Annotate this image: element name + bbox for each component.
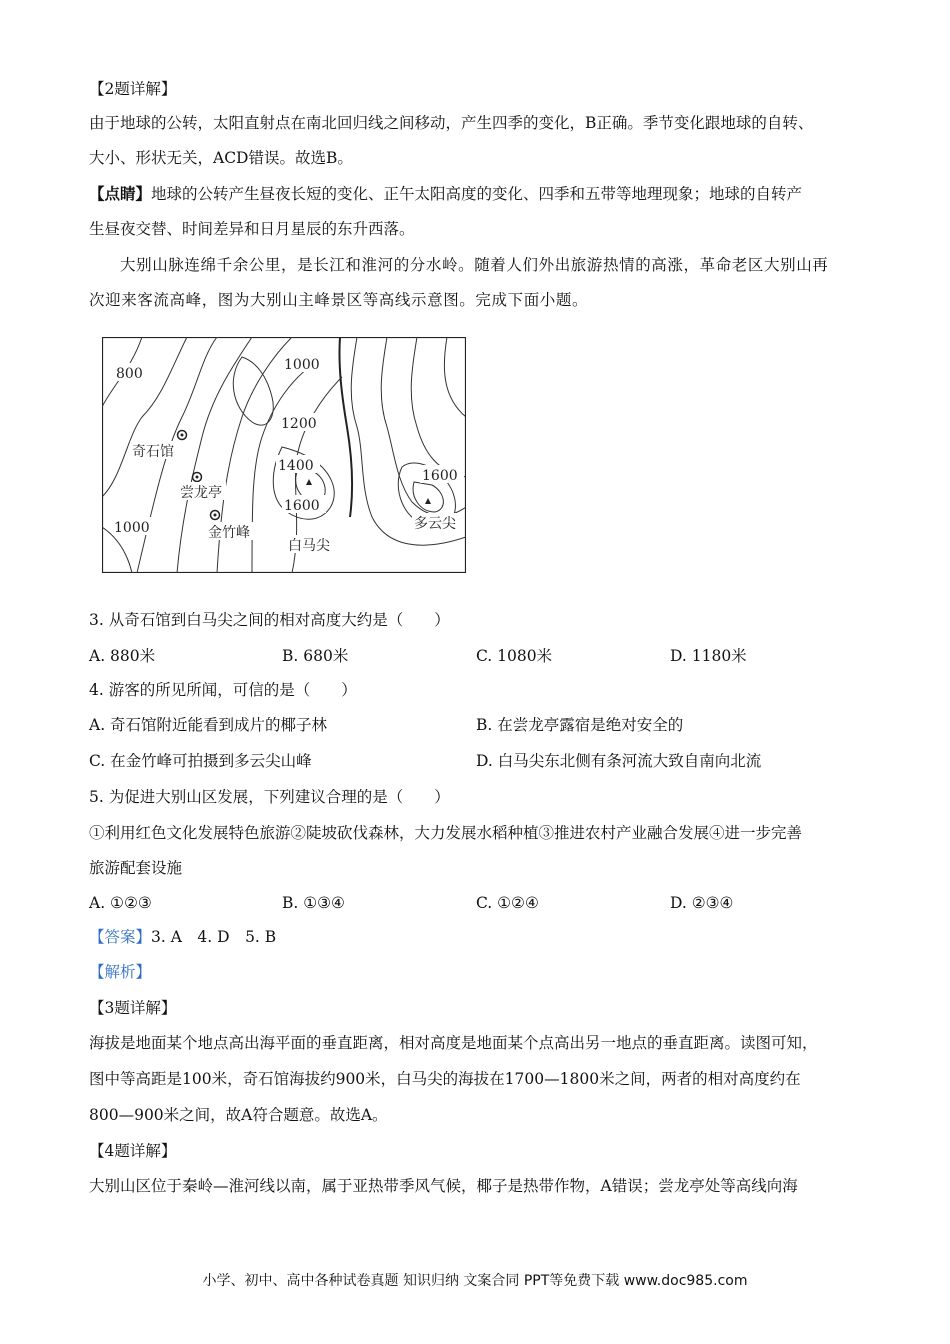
section-4-header: 【4题详解】 (89, 1142, 177, 1160)
tip-text-1: 地球的公转产生昼夜长短的变化、正午太阳高度的变化、四季和五带等地理现象；地球的自转产 (151, 185, 803, 203)
contour-label-800: 800 (116, 366, 143, 382)
contour-label-1400: 1400 (278, 458, 314, 474)
question-5-option-b: B. ①③④ (282, 894, 345, 912)
question-5-stem: 5. 为促进大别山区发展，下列建议合理的是（ ） (89, 788, 450, 806)
tip-label: 【点睛】 (89, 184, 152, 203)
tip-text-2: 生昼夜交替、时间差异和日月星辰的东升西落。 (89, 220, 415, 238)
section-2-header: 【2题详解】 (89, 80, 177, 98)
place-qishiguan: 奇石馆 (132, 444, 174, 460)
question-3-option-d: D. 1180米 (670, 647, 747, 665)
section-3-header: 【3题详解】 (89, 999, 177, 1017)
question-5-option-c: C. ①②④ (476, 894, 539, 912)
tip-line-1 (89, 186, 802, 203)
contour-label-1600-left: 1600 (284, 498, 320, 514)
analysis-label: 【解析】 (89, 963, 152, 981)
answer-text: 3. A 4. D 5. B (151, 928, 277, 946)
contour-map (102, 337, 466, 573)
place-jinzhufeng: 金竹峰 (208, 525, 250, 541)
section-2-text-1: 由于地球的公转，太阳直射点在南北回归线之间移动，产生四季的变化，B正确。季节变化跟地球的自转、 (89, 114, 814, 132)
intro-text-1: 大别山脉连绵千余公里，是长江和淮河的分水岭。随着人们外出旅游热情的高涨，革命老区大别山再 (120, 256, 829, 274)
question-4-option-c: C. 在金竹峰可拍摄到多云尖山峰 (89, 752, 312, 770)
question-5-option-d: D. ②③④ (670, 894, 734, 912)
question-3-stem: 3. 从奇石馆到白马尖之间的相对高度大约是（ ） (89, 611, 450, 629)
section-3-text-3: 800—900米之间，故A符合题意。故选A。 (89, 1106, 388, 1124)
place-changlongting: 尝龙亭 (180, 485, 222, 501)
question-4-stem: 4. 游客的所见所闻，可信的是（ ） (89, 681, 357, 699)
question-5-option-a: A. ①②③ (89, 894, 152, 912)
intro-text-2: 次迎来客流高峰，图为大别山主峰景区等高线示意图。完成下面小题。 (89, 291, 589, 309)
answer-label: 【答案】 (89, 928, 152, 946)
contour-label-1600-right: 1600 (422, 468, 458, 484)
page-footer: 小学、初中、高中各种试卷真题 知识归纳 文案合同 PPT等免费下载 www.doc985.com (202, 1273, 748, 1289)
peak-baimajian: 白马尖 (288, 538, 330, 554)
question-3-option-c: C. 1080米 (476, 647, 553, 665)
question-3-option-a: A. 880米 (89, 647, 156, 665)
contour-label-1000-top: 1000 (284, 357, 320, 373)
question-5-text-1: ①利用红色文化发展特色旅游②陡坡砍伐森林，大力发展水稻种植③推进农村产业融合发展④进一步完善 (89, 824, 803, 842)
contour-label-1200: 1200 (281, 416, 317, 432)
question-5-text-2: 旅游配套设施 (89, 859, 183, 877)
question-3-option-b: B. 680米 (282, 647, 349, 665)
section-3-text-2: 图中等高距是100米，奇石馆海拔约900米，白马尖的海拔在1700—1800米之间，两者的相对高度约在 (89, 1070, 801, 1088)
answer-line (89, 930, 276, 946)
peak-duoyunjian: 多云尖 (414, 516, 456, 532)
question-4-option-b: B. 在尝龙亭露宿是绝对安全的 (476, 716, 684, 734)
question-4-option-d: D. 白马尖东北侧有条河流大致自南向北流 (476, 752, 762, 770)
question-4-option-a: A. 奇石馆附近能看到成片的椰子林 (89, 716, 328, 734)
section-4-text-1: 大别山区位于秦岭—淮河线以南，属于亚热带季风气候，椰子是热带作物，A错误；尝龙亭处等高线向海 (89, 1177, 798, 1195)
section-2-text-2: 大小、形状无关，ACD错误。故选B。 (89, 149, 353, 167)
section-3-text-1: 海拔是地面某个地点高出海平面的垂直距离，相对高度是地面某个点高出另一地点的垂直距离。读图可知， (89, 1034, 818, 1052)
contour-label-1000-bottom: 1000 (114, 520, 150, 536)
